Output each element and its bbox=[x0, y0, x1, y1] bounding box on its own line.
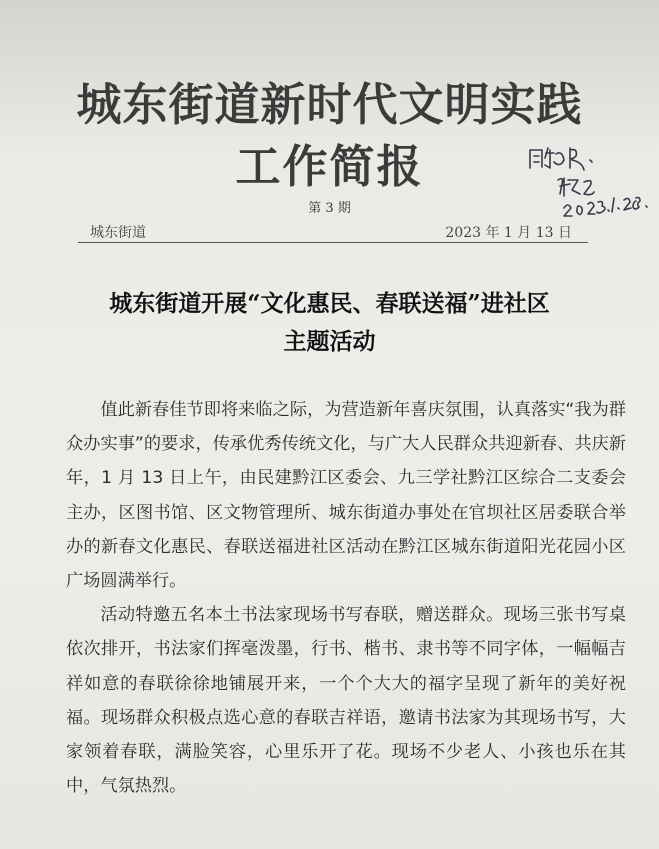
issuing-org: 城东街道 bbox=[90, 225, 146, 241]
document-meta bbox=[78, 222, 588, 242]
article-title bbox=[0, 285, 659, 361]
article-paragraph-1: 值此新春佳节即将来临之际，为营造新年喜庆氛围，认真落实“我为群众办实事”的要求，传承优秀传统文化，与广大人民群众共迎新春、共庆新年，1 月 13 日上午，由民建黔江区委会、九三学社黔江区综合二支委会主办，区图书馆、区文物管理所、城东街道办事处在官坝社区居委联合举办的新春文化惠民、春联送福进社区活动在黔江区城东街道阳光花园小区广场圆满举行。 bbox=[66, 400, 626, 592]
masthead-title: 城东街道新时代文明实践 bbox=[76, 78, 583, 131]
article-title-line2: 主题活动 bbox=[283, 328, 376, 355]
masthead-subtitle: 工作简报 bbox=[235, 140, 424, 193]
issue-number: 第 3 期 bbox=[308, 201, 351, 216]
header-divider bbox=[78, 242, 588, 243]
article-title-line1: 城东街道开展“文化惠民、春联送福”进社区 bbox=[109, 290, 550, 317]
issue-date: 2023 年 1 月 13 日 bbox=[445, 225, 572, 241]
article-paragraph-2: 活动特邀五名本土书法家现场书写春联，赠送群众。现场三张书写桌依次排开，书法家们挥毫泼墨，行书、楷书、隶书等不同字体，一幅幅吉祥如意的春联徐徐地铺展开来，一个个大大的福字呈现了新年的美好祝福。现场群众积极点选心意的春联吉祥语，邀请书法家为其现场书写，大家领着春联，满脸笑容，心里乐开了花。现场不少老人、小孩也乐在其中，气氛热烈。 bbox=[66, 605, 626, 797]
handwritten-signature bbox=[500, 120, 659, 220]
article-body bbox=[66, 393, 626, 803]
